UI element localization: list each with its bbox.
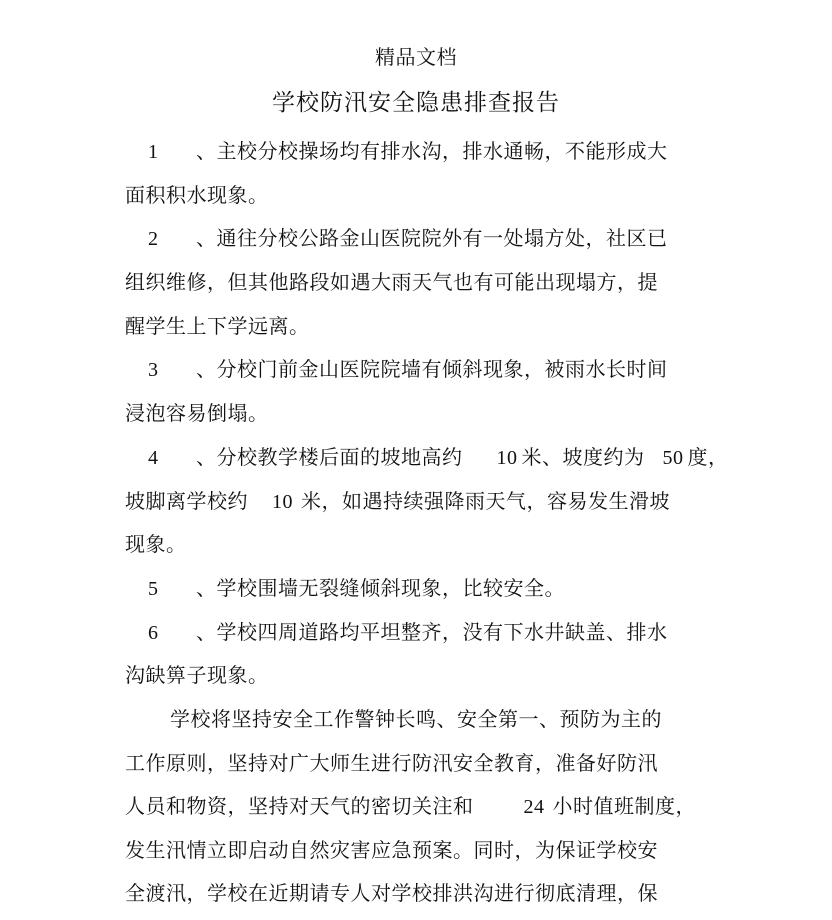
closing-line-3 (125, 793, 696, 820)
item-1-line-2: 面积积水现象。 (125, 183, 269, 207)
item-text: 、学校四周道路均平坦整齐，没有下水井缺盖、排水 (196, 620, 668, 644)
item-text: 、分校门前金山医院院墙有倾斜现象，被雨水长时间 (196, 357, 668, 381)
item-number: 2 (148, 228, 159, 250)
closing-line-2: 工作原则，坚持对广大师生进行防汛安全教育，准备好防汛 (125, 751, 658, 775)
item-2-line-3: 醒学生上下学远离。 (125, 314, 310, 338)
closing-line-4: 发生汛情立即启动自然灾害应急预案。同时，为保证学校安 (125, 838, 658, 862)
distance-value: 10 (272, 491, 293, 513)
item-number: 3 (148, 359, 159, 381)
item-5-line-1 (148, 575, 565, 602)
item-text: 米、坡度约为 (521, 445, 645, 469)
item-number: 5 (148, 578, 159, 600)
item-4-line-2 (125, 488, 670, 515)
item-6-line-1 (148, 619, 668, 646)
item-text: 、学校围墙无裂缝倾斜现象，比较安全。 (196, 576, 565, 600)
item-number: 1 (148, 141, 159, 163)
item-4-line-3: 现象。 (125, 532, 187, 556)
item-1-line-1 (148, 138, 668, 165)
item-2-line-1 (148, 225, 668, 252)
closing-line-1: 学校将坚持安全工作警钟长鸣、安全第一、预防为主的 (170, 707, 662, 731)
item-4-line-1 (148, 444, 729, 471)
closing-line-5: 全渡汛，学校在近期请专人对学校排洪沟进行彻底清理，保 (125, 881, 658, 905)
item-text: 度， (687, 445, 729, 469)
item-3-line-1 (148, 356, 668, 383)
slope-value: 50 (662, 447, 684, 469)
item-number: 6 (148, 622, 159, 644)
item-text: 坡脚离学校约 (125, 489, 248, 513)
closing-text: 人员和物资，坚持对天气的密切关注和 (125, 794, 474, 818)
hours-value: 24 (523, 796, 545, 818)
item-6-line-2: 沟缺箅子现象。 (125, 663, 269, 687)
item-text: 、通往分校公路金山医院院外有一处塌方处，社区已 (196, 226, 668, 250)
page-header: 精品文档 (375, 45, 457, 69)
item-2-line-2: 组织维修，但其他路段如遇大雨天气也有可能出现塌方，提 (125, 270, 658, 294)
item-number: 4 (148, 447, 159, 469)
height-value: 10 (496, 447, 518, 469)
closing-text: 小时值班制度， (552, 794, 696, 818)
report-title: 学校防汛安全隐患排查报告 (272, 90, 560, 116)
item-3-line-2: 浸泡容易倒塌。 (125, 401, 269, 425)
item-text: 、分校教学楼后面的坡地高约 (196, 445, 463, 469)
item-text: 米，如遇持续强降雨天气，容易发生滑坡 (301, 489, 670, 513)
item-text: 、主校分校操场均有排水沟，排水通畅，不能形成大 (196, 139, 668, 163)
